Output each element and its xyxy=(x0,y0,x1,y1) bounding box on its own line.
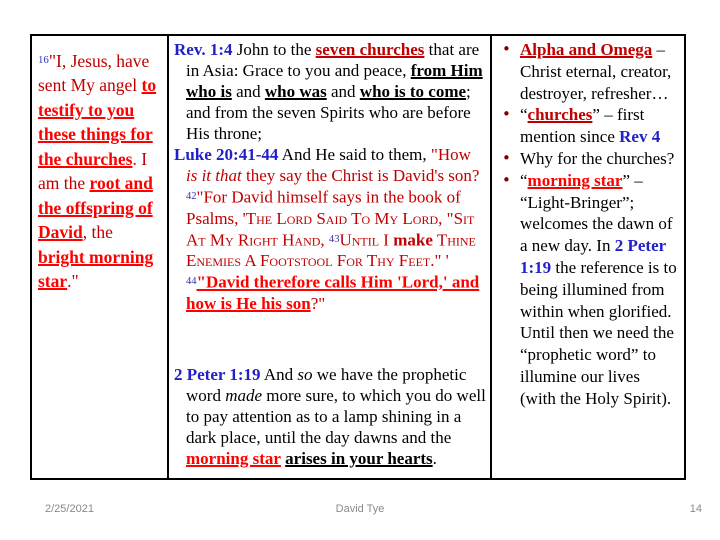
bullet-icon: • xyxy=(502,105,511,124)
bullet-item-churches xyxy=(492,104,680,148)
left-quote-text: $^{16}$"I, Jesus, have sent My angel to testify to you these things for the churches. I am the root and the offspring of David, the bright morning star." xyxy=(38,50,157,292)
bullet-text: Alpha and Omega – Christ eternal, creator, destroyer, refresher… xyxy=(520,40,672,103)
left-quote-box xyxy=(32,36,167,478)
bullet-item-alpha-and-omega xyxy=(492,39,680,104)
bullet-text: “morning star” – “Light-Bringer”; welcomes the dawn of a new day. In 2 Peter 1:19 the reference is to being illumined from within when glorified. Until then we need the “prophetic word” to illumine our lives (with the Holy Spirit). xyxy=(520,170,677,408)
bullet-item-morning-star xyxy=(492,170,680,410)
bullet-text: Why for the churches? xyxy=(520,148,675,168)
footer-page-number: 14 xyxy=(689,503,702,515)
bullet-icon: • xyxy=(502,170,511,189)
bullet-item-why-for-churches xyxy=(492,148,680,170)
middle-passages-box xyxy=(167,36,492,478)
footer-author: David Tye xyxy=(335,503,385,515)
bullet-text: “churches” – first mention since Rev 4 xyxy=(520,105,661,147)
slide-footer xyxy=(0,503,720,519)
bullet-icon: • xyxy=(502,148,511,167)
notes-box xyxy=(492,36,684,478)
footer-date: 2/25/2021 xyxy=(45,503,94,515)
passage-luke-20-41-44: Luke 20:41-44 And He said to them, "How is it that they say the Christ is David's son? $^{42}$"For David himself says in the book of Psalms, 'The Lord Said To My Lord, "Sit At My Right Hand, $^{43}$Until I make Thine Enemies A Footstool For Thy Feet." ' $^{44}$"David therefore calls Him 'Lord,' and how is He his son?" xyxy=(174,145,480,314)
passage-2-peter-1-19: 2 Peter 1:19 And so we have the prophetic word made more sure, to which you do well to pay attention as to a lamp shining in a dark place, until the day dawns and the morning star arises in your hearts. xyxy=(174,365,486,469)
bullet-icon: • xyxy=(502,40,511,58)
content-table xyxy=(30,34,686,480)
passage-rev-1-4: Rev. 1:4 John to the seven churches that are in Asia: Grace to you and peace, from Him who is and who was and who is to come; and from the seven Spirits who are before His throne; xyxy=(174,40,483,143)
